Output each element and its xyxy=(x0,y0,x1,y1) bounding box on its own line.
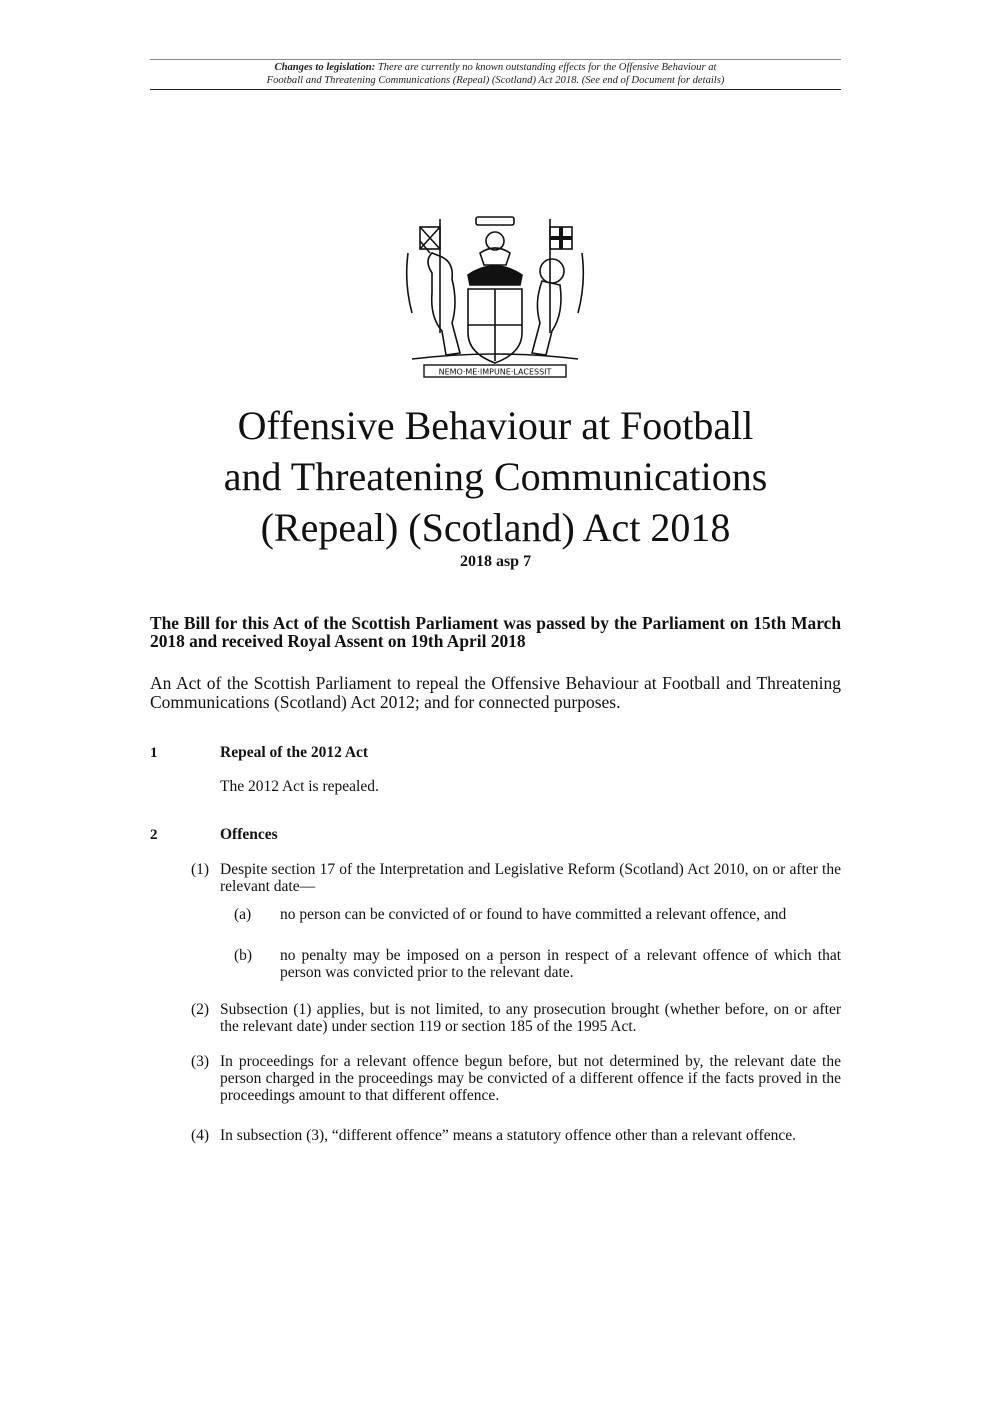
subsection-1 xyxy=(191,861,841,895)
banner-text-2: Football and Threatening Communications (Repeal) (Scotland) Act 2018. (See end of Document for details) xyxy=(266,75,725,86)
section-1-text: The 2012 Act is repealed. xyxy=(220,778,379,795)
subsection-3 xyxy=(191,1053,841,1104)
paragraph-text: no person can be convicted of or found to have committed a relevant offence, and xyxy=(280,906,787,923)
title-line-3: (Repeal) (Scotland) Act 2018 xyxy=(260,505,731,550)
title-line-2: and Threatening Communications xyxy=(223,454,768,499)
changes-to-legislation-banner xyxy=(150,59,841,90)
paragraph-b xyxy=(234,947,841,981)
paragraph-label: (a) xyxy=(234,906,252,923)
paragraph-text: no penalty may be imposed on a person in respect of a relevant offence of which that person was convicted prior to the relevant date. xyxy=(280,947,841,981)
subsection-number: (1) xyxy=(191,861,210,878)
title-line-1: Offensive Behaviour at Football xyxy=(237,403,754,448)
banner-label: Changes to legislation: xyxy=(274,62,376,73)
subsection-number: (2) xyxy=(191,1001,210,1018)
act-citation: 2018 asp 7 xyxy=(459,553,532,570)
crest-motto: NEMO·ME·IMPUNE·LACESSIT xyxy=(438,367,552,377)
long-title: An Act of the Scottish Parliament to repeal the Offensive Behaviour at Football and Threatening Communications (Scotland) Act 2012; and for connected purposes. xyxy=(150,673,841,712)
subsection-text: In proceedings for a relevant offence begun before, but not determined by, the relevant date the person charged in the proceedings may be convicted of a different offence if the facts proved in the proceedings amount to that different offence. xyxy=(220,1053,841,1104)
section-2-heading: Offences xyxy=(220,826,278,843)
subsection-4 xyxy=(191,1127,841,1144)
banner-text: There are currently no known outstanding effects for the Offensive Behaviour at xyxy=(377,62,717,73)
section-1-number: 1 xyxy=(150,745,158,761)
subsection-text: Subsection (1) applies, but is not limited, to any prosecution brought (whether before, on or after the relevant date) under section 119 or section 185 of the 1995 Act. xyxy=(220,1001,841,1035)
section-2-number: 2 xyxy=(150,827,158,843)
act-title xyxy=(150,400,841,553)
paragraph-label: (b) xyxy=(234,947,253,964)
subsection-number: (3) xyxy=(191,1053,210,1070)
section-1-heading: Repeal of the 2012 Act xyxy=(220,744,369,761)
subsection-text: Despite section 17 of the Interpretation and Legislative Reform (Scotland) Act 2010, on or after the relevant date— xyxy=(220,861,841,895)
enactment-statement: The Bill for this Act of the Scottish Parliament was passed by the Parliament on 15th March 2018 and received Royal Assent on 19th April 2018 xyxy=(150,613,841,651)
subsection-number: (4) xyxy=(191,1127,210,1144)
subsection-2 xyxy=(191,1001,841,1035)
royal-coat-of-arms-icon xyxy=(402,213,588,383)
subsection-text: In subsection (3), “different offence” means a statutory offence other than a relevant offence. xyxy=(220,1127,796,1144)
paragraph-a xyxy=(234,906,841,923)
